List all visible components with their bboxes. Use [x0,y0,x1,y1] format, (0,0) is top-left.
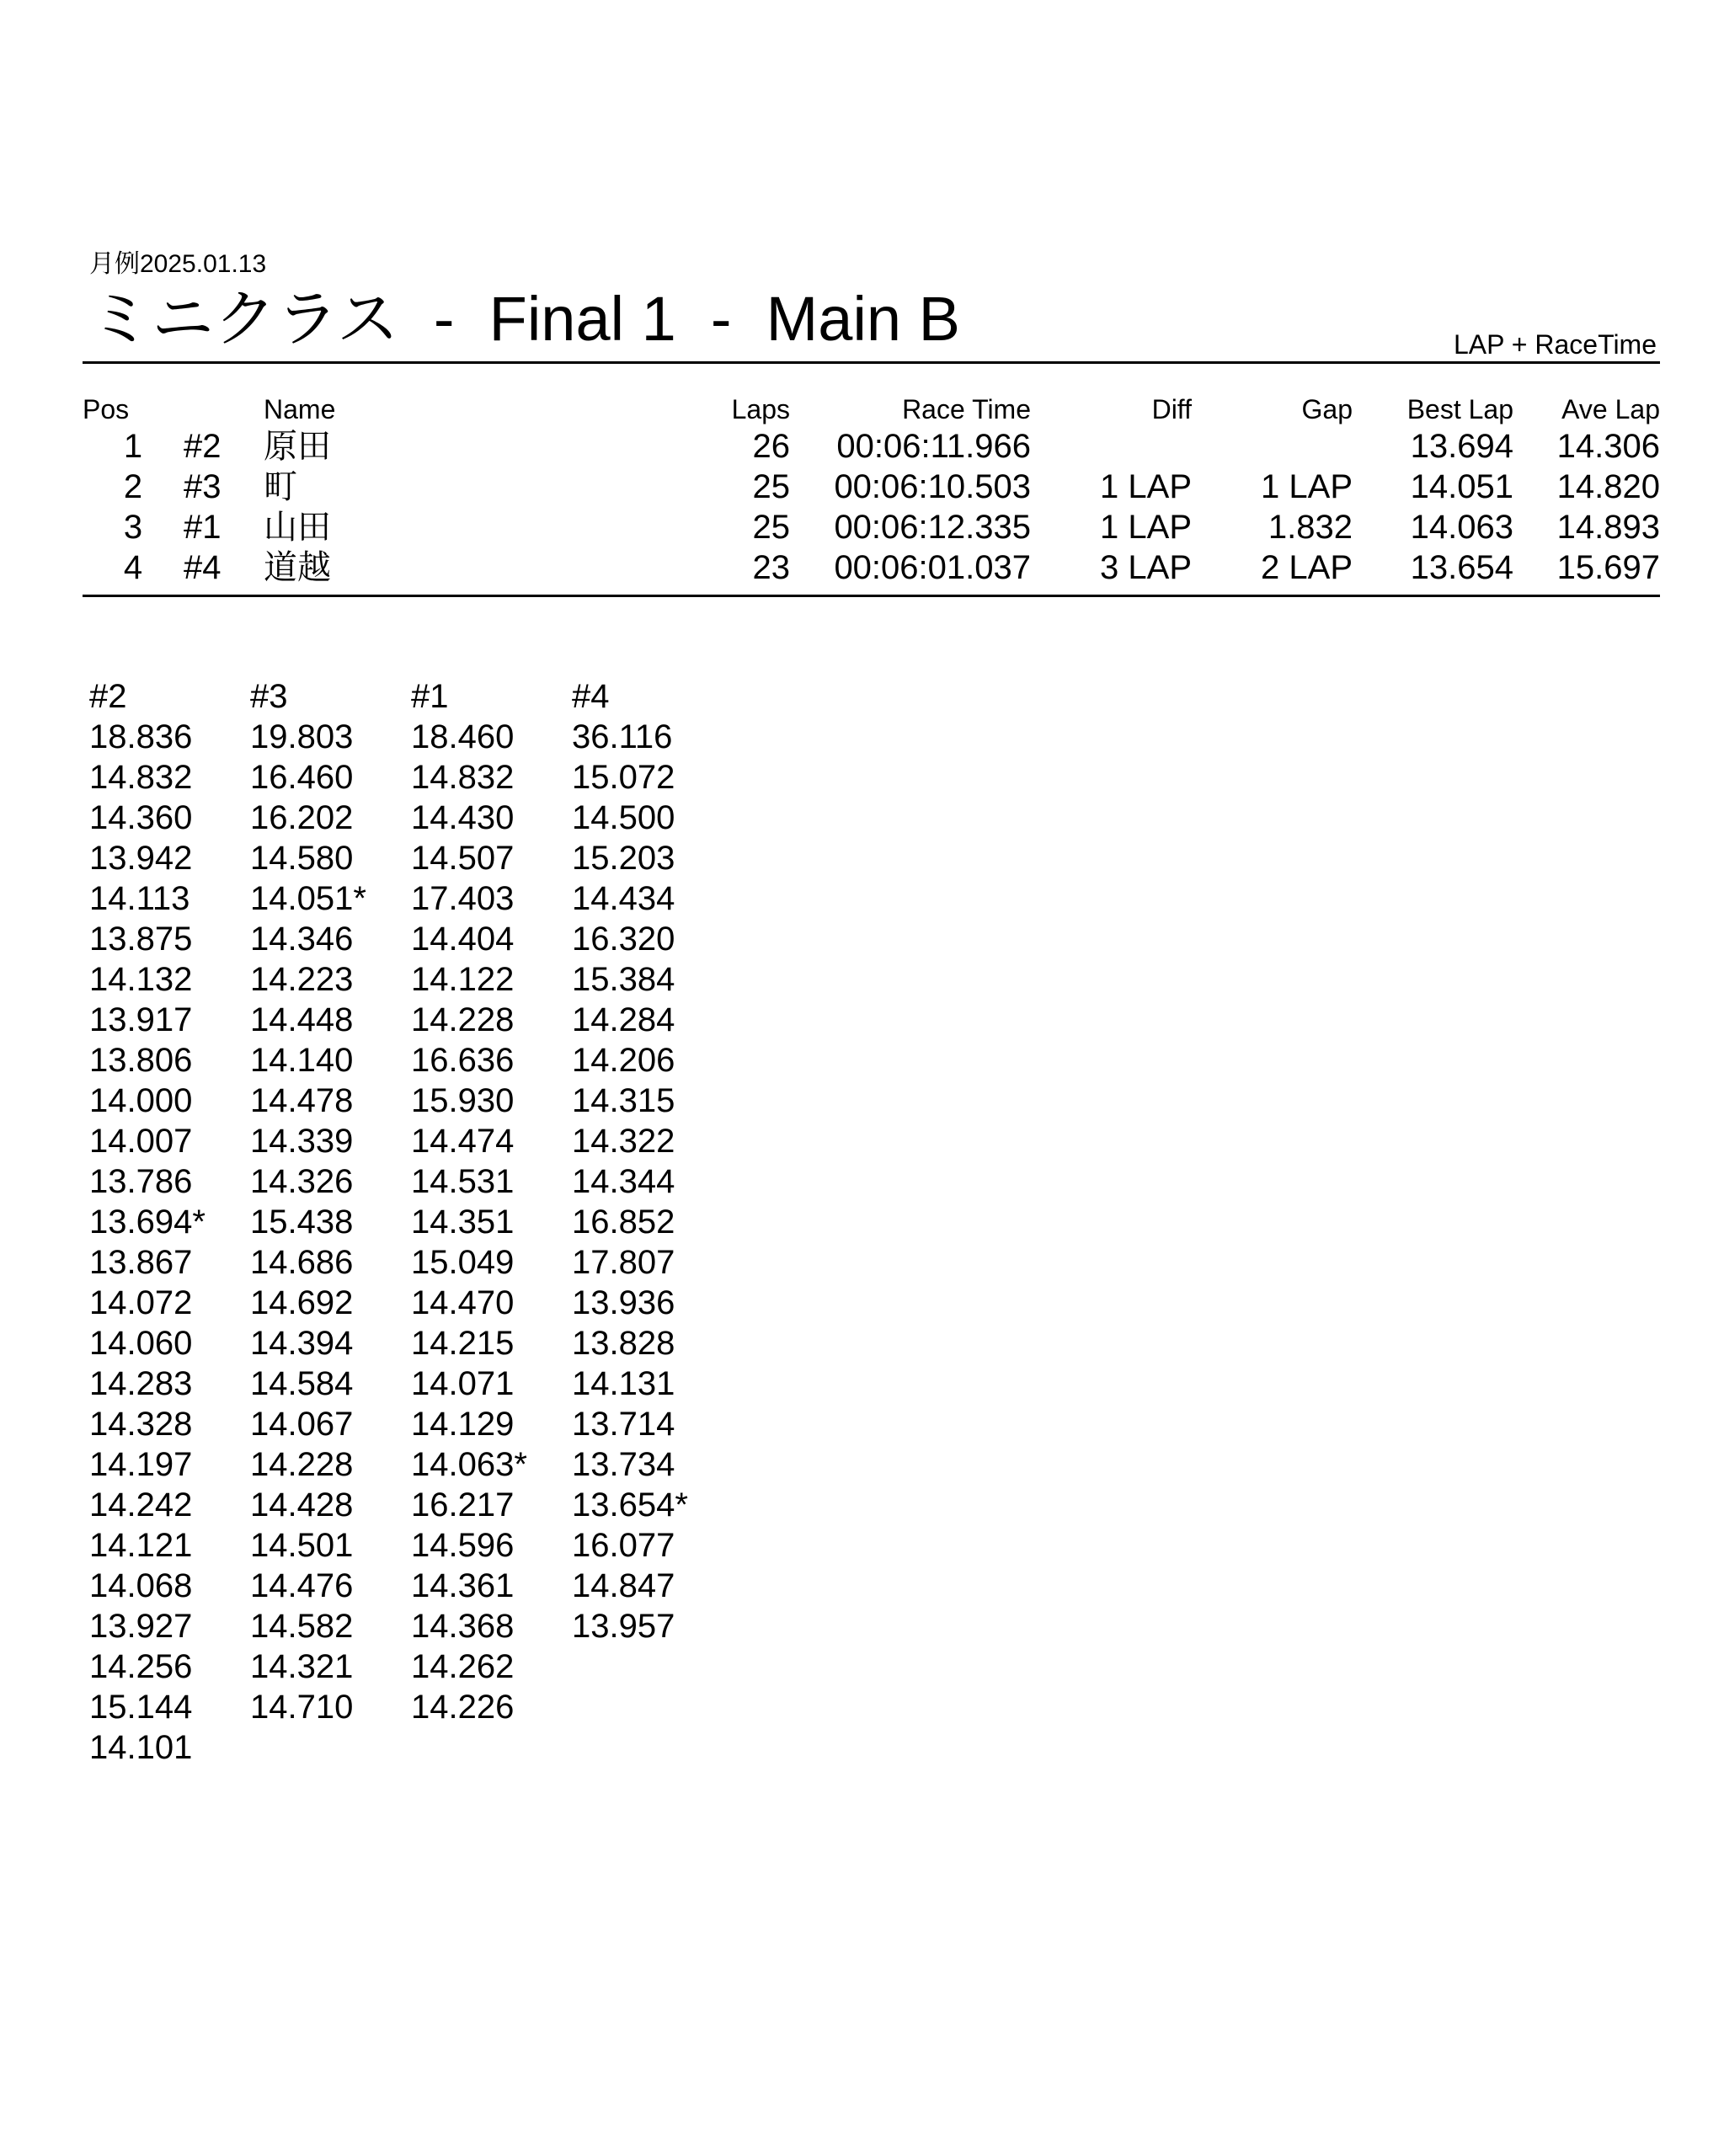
col-laps: Laps [731,394,790,424]
result-name: 道越 [264,549,331,586]
lap-time: 13.734 [572,1446,675,1483]
lap-time: 14.072 [89,1284,193,1321]
lap-time: 16.202 [250,799,354,836]
result-row [83,507,1660,547]
lap-time: 14.832 [411,759,515,796]
lap-time: 14.531 [411,1163,515,1200]
lap-column-header: #3 [250,678,288,715]
col-pos: Pos [83,394,130,424]
lap-time: 14.478 [250,1082,354,1119]
lap-time: 14.132 [89,961,193,998]
lap-time: 36.116 [572,718,673,755]
lap-time: 15.049 [411,1244,515,1281]
result-diff: 1 LAP [1100,509,1192,546]
bottom-rule [83,595,1660,597]
lap-time: 14.129 [411,1406,515,1443]
lap-time: 14.140 [250,1042,354,1079]
results-header-row [83,392,1660,426]
col-name: Name [264,394,336,424]
lap-time: 13.828 [572,1325,675,1362]
lap-time: 14.223 [250,961,354,998]
lap-time: 18.836 [89,718,193,755]
lap-time: 15.930 [411,1082,515,1119]
lap-time: 13.927 [89,1608,193,1645]
lap-time: 13.917 [89,1001,193,1038]
lap-time: 14.501 [250,1527,354,1564]
result-name: 原田 [264,428,331,465]
lap-time: 15.384 [572,961,675,998]
lap-time: 16.077 [572,1527,675,1564]
lap-time: 14.368 [411,1608,515,1645]
result-car-number: #3 [184,468,222,505]
result-diff: 3 LAP [1100,549,1192,586]
results-table [83,392,1660,588]
lap-time: 14.113 [89,880,190,917]
lap-time: 14.197 [89,1446,193,1483]
lap-time: 14.121 [89,1527,193,1564]
lap-time: 14.228 [250,1446,354,1483]
lap-time: 14.067 [250,1406,354,1443]
lap-time: 15.072 [572,759,675,796]
lap-time: 14.284 [572,1001,675,1038]
lap-times-grid [89,676,733,1768]
result-name: 山田 [264,509,331,546]
lap-time: 14.051* [250,880,366,917]
lap-time: 14.582 [250,1608,354,1645]
lap-time: 14.474 [411,1123,515,1160]
lap-time: 14.434 [572,880,675,917]
result-ave-lap: 14.893 [1556,509,1660,546]
lap-time: 14.596 [411,1527,515,1564]
lap-time: 14.344 [572,1163,675,1200]
lap-time: 14.346 [250,921,354,958]
lap-time: 14.584 [250,1365,354,1402]
lap-time: 16.320 [572,921,675,958]
lap-time: 15.203 [572,840,675,877]
lap-time: 16.217 [411,1486,515,1524]
result-best-lap: 14.051 [1410,468,1513,505]
result-laps: 25 [752,468,790,505]
lap-time: 14.242 [89,1486,193,1524]
lap-time: 14.470 [411,1284,515,1321]
lap-time: 14.328 [89,1406,193,1443]
lap-time: 14.226 [411,1689,515,1726]
lap-time: 14.000 [89,1082,193,1119]
result-pos: 2 [123,468,143,505]
top-rule [83,361,1660,364]
lap-time: 13.654* [572,1486,688,1524]
lap-time: 16.852 [572,1203,675,1241]
lap-time: 14.404 [411,921,515,958]
lap-time: 14.360 [89,799,193,836]
result-laps: 26 [752,428,790,465]
lap-time: 14.832 [89,759,193,796]
result-laps: 25 [752,509,790,546]
lap-column [89,676,250,1768]
lap-time: 17.807 [572,1244,675,1281]
result-pos: 4 [123,549,143,586]
result-ave-lap: 15.697 [1556,549,1660,586]
lap-time: 14.215 [411,1325,515,1362]
lap-time: 14.321 [250,1648,354,1685]
result-best-lap: 13.694 [1410,428,1513,465]
col-best-lap: Best Lap [1406,394,1513,424]
lap-time: 18.460 [411,718,515,755]
lap-time: 14.315 [572,1082,675,1119]
lap-time: 13.875 [89,921,193,958]
result-gap [1192,426,1353,467]
lap-time: 14.500 [572,799,675,836]
col-ave-lap: Ave Lap [1561,394,1660,424]
lap-time: 13.867 [89,1244,193,1281]
lap-time: 14.063* [411,1446,527,1483]
result-gap: 1 LAP [1261,468,1353,505]
result-car-number: #2 [184,428,222,465]
lap-time: 16.460 [250,759,354,796]
result-best-lap: 14.063 [1410,509,1513,546]
lap-time: 14.394 [250,1325,354,1362]
lap-time: 14.131 [572,1365,675,1402]
lap-time: 14.580 [250,840,354,877]
lap-time: 14.430 [411,799,515,836]
result-car-number: #4 [184,549,222,586]
lap-time: 16.636 [411,1042,515,1079]
lap-time: 13.806 [89,1042,193,1079]
result-pos: 1 [123,428,143,465]
lap-time: 14.339 [250,1123,354,1160]
lap-time: 14.262 [411,1648,515,1685]
lap-time: 14.122 [411,961,515,998]
col-gap: Gap [1301,394,1353,424]
lap-time: 15.438 [250,1203,354,1241]
result-best-lap: 13.654 [1410,549,1513,586]
lap-time: 13.942 [89,840,193,877]
lap-column [250,676,411,1768]
lap-time: 15.144 [89,1689,193,1726]
col-diff: Diff [1151,394,1192,424]
lap-column-header: #1 [411,678,449,715]
result-row [83,467,1660,507]
lap-time: 17.403 [411,880,515,917]
lap-time: 14.507 [411,840,515,877]
lap-time: 14.228 [411,1001,515,1038]
result-pos: 3 [123,509,143,546]
result-ave-lap: 14.306 [1556,428,1660,465]
result-ave-lap: 14.820 [1556,468,1660,505]
lap-column [411,676,572,1768]
report-mode: LAP + RaceTime [1454,329,1657,360]
race-title: ミニクラス - Final 1 - Main B [89,284,960,354]
lap-column [572,676,733,1768]
result-laps: 23 [752,549,790,586]
result-car-number: #1 [184,509,222,546]
lap-time: 14.256 [89,1648,193,1685]
lap-time: 14.060 [89,1325,193,1362]
result-race-time: 00:06:11.966 [836,428,1031,465]
lap-time: 14.071 [411,1365,515,1402]
lap-time: 14.847 [572,1567,675,1604]
lap-column-header: #4 [572,678,610,715]
lap-time: 14.686 [250,1244,354,1281]
result-race-time: 00:06:12.335 [834,509,1031,546]
lap-time: 14.361 [411,1567,515,1604]
result-row [83,426,1660,467]
lap-time: 13.957 [572,1608,675,1645]
lap-time: 14.428 [250,1486,354,1524]
result-race-time: 00:06:01.037 [834,549,1031,586]
lap-time: 13.936 [572,1284,675,1321]
lap-time: 19.803 [250,718,354,755]
result-gap: 2 LAP [1261,549,1353,586]
lap-time: 14.322 [572,1123,675,1160]
lap-time: 14.448 [250,1001,354,1038]
lap-time: 13.694* [89,1203,205,1241]
lap-time: 14.326 [250,1163,354,1200]
result-gap: 1.832 [1268,509,1353,546]
col-car-number [184,392,264,426]
lap-time: 14.283 [89,1365,193,1402]
lap-time: 14.476 [250,1567,354,1604]
event-date: 月例2025.01.13 [89,250,267,278]
lap-time: 13.786 [89,1163,193,1200]
lap-column-header: #2 [89,678,127,715]
lap-time: 14.068 [89,1567,193,1604]
result-diff [1031,426,1192,467]
result-name: 町 [264,468,297,505]
lap-time: 14.351 [411,1203,515,1241]
result-row [83,547,1660,588]
lap-time: 14.692 [250,1284,354,1321]
lap-time: 14.710 [250,1689,354,1726]
lap-time: 14.007 [89,1123,193,1160]
lap-time: 14.101 [89,1729,193,1766]
result-race-time: 00:06:10.503 [834,468,1031,505]
col-race-time: Race Time [902,394,1031,424]
lap-time: 13.714 [572,1406,675,1443]
lap-time: 14.206 [572,1042,675,1079]
result-diff: 1 LAP [1100,468,1192,505]
